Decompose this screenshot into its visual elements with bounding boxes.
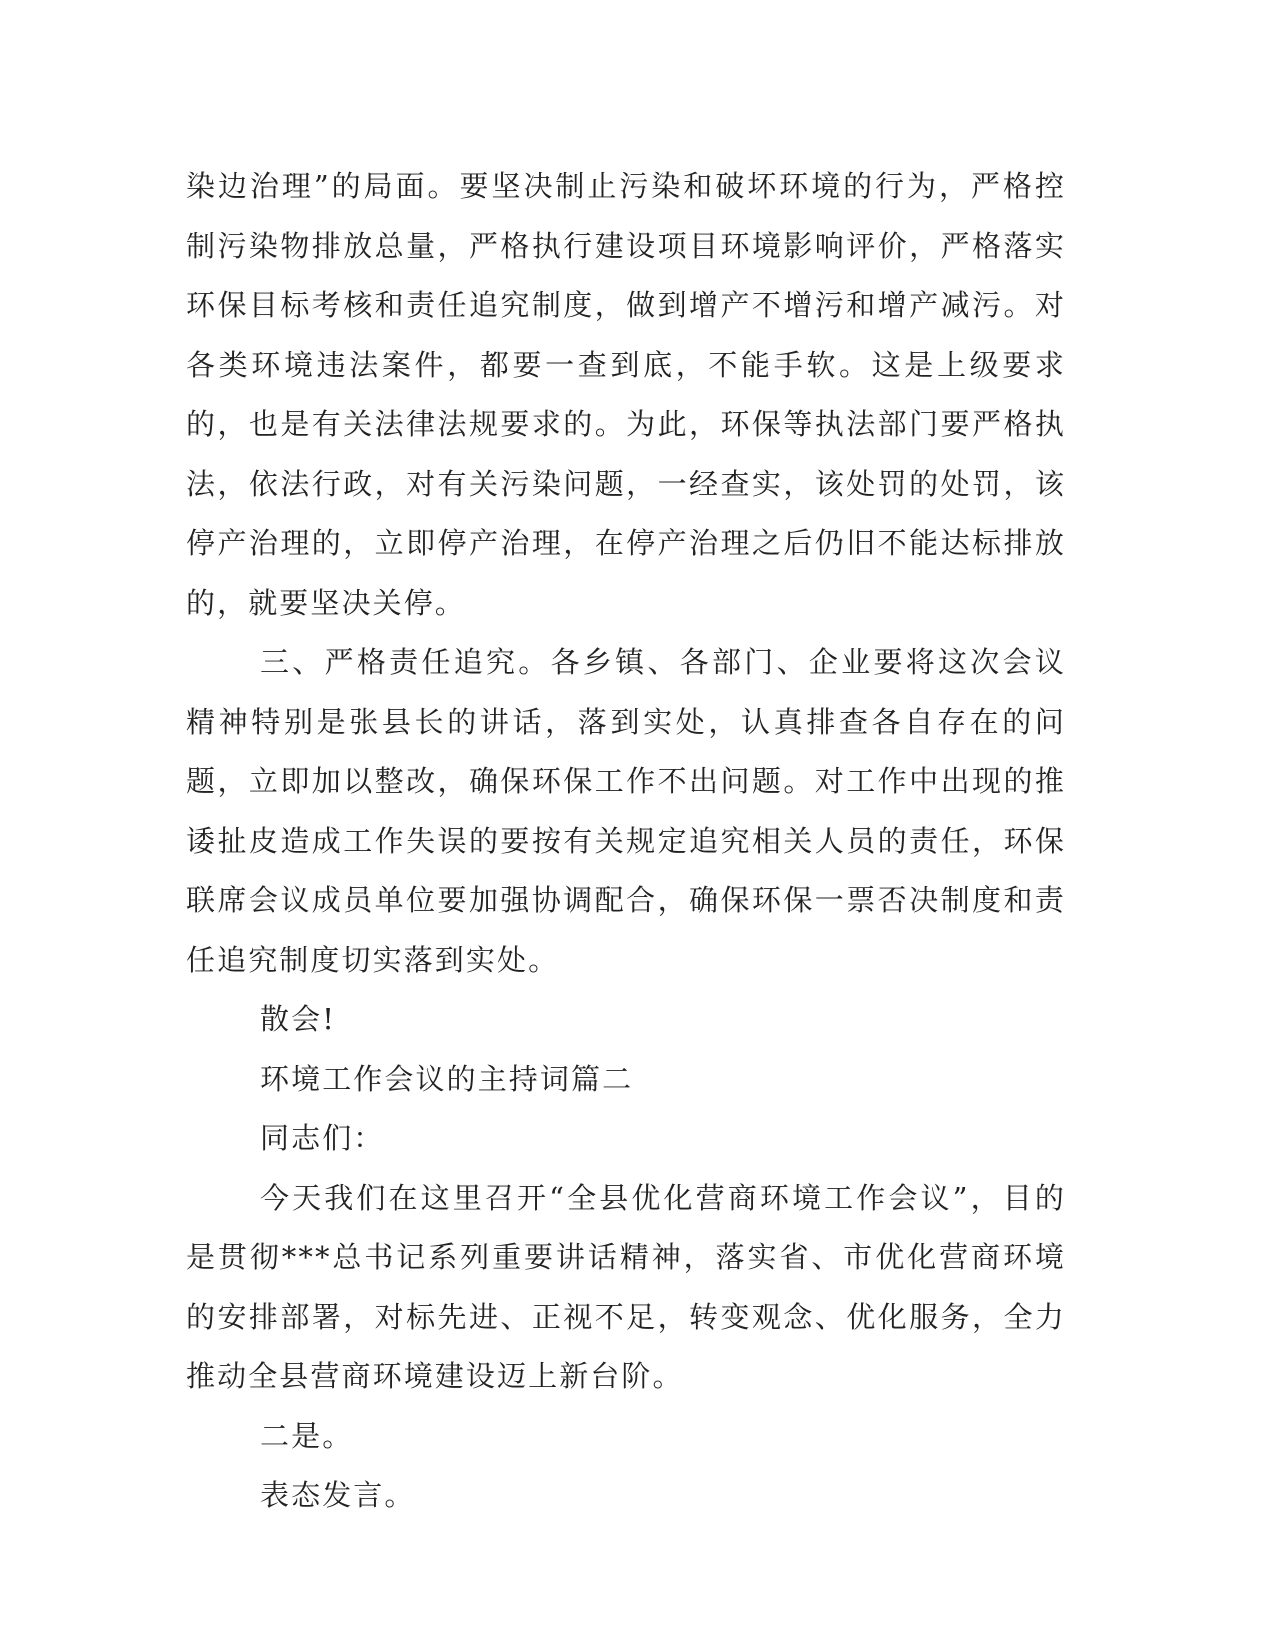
paragraph-meeting-purpose: 今天我们在这里召开“全县优化营商环境工作会议”，目的是贯彻***总书记系列重要讲话精神，落实省、市优化营商环境的安排部署，对标先进、正视不足，转变观念、优化服务，全力推动全县营商环境建设迈上新台阶。 (186, 1180, 1066, 1393)
section-heading-part-two: 环境工作会议的主持词篇二 (260, 1061, 634, 1096)
paragraph-second-point: 二是。 (260, 1418, 354, 1453)
paragraph-salutation: 同志们： (260, 1121, 385, 1155)
paragraph-responsibility: 三、严格责任追究。各乡镇、各部门、企业要将这次会议精神特别是张县长的讲话，落到实处，认真排查各自存在的问题，立即加以整改，确保环保工作不出问题。对工作中出现的推诿扯皮造成工作失误的要按有关规定追究相关人员的责任，环保联席会议成员单位要加强协调配合，确保环保一票否决制度和责任追究制度切实落到实处。 (186, 645, 1066, 977)
paragraph-adjourn: 散会! (260, 1002, 336, 1036)
paragraph-environment-enforcement: 染边治理”的局面。要坚决制止污染和破坏环境的行为，严格控制污染物排放总量，严格执行建设项目环境影响评价，严格落实环保目标考核和责任追究制度，做到增产不增污和增产减污。对各类环境违法案件，都要一查到底，不能手软。这是上级要求的，也是有关法律法规要求的。为此，环保等执法部门要严格执法，依法行政，对有关污染问题，一经查实，该处罚的处罚，该停产治理的，立即停产治理，在停产治理之后仍旧不能达标排放的，就要坚决关停。 (186, 169, 1066, 620)
paragraph-statement: 表态发言。 (260, 1478, 416, 1512)
document-body (186, 157, 1066, 1526)
